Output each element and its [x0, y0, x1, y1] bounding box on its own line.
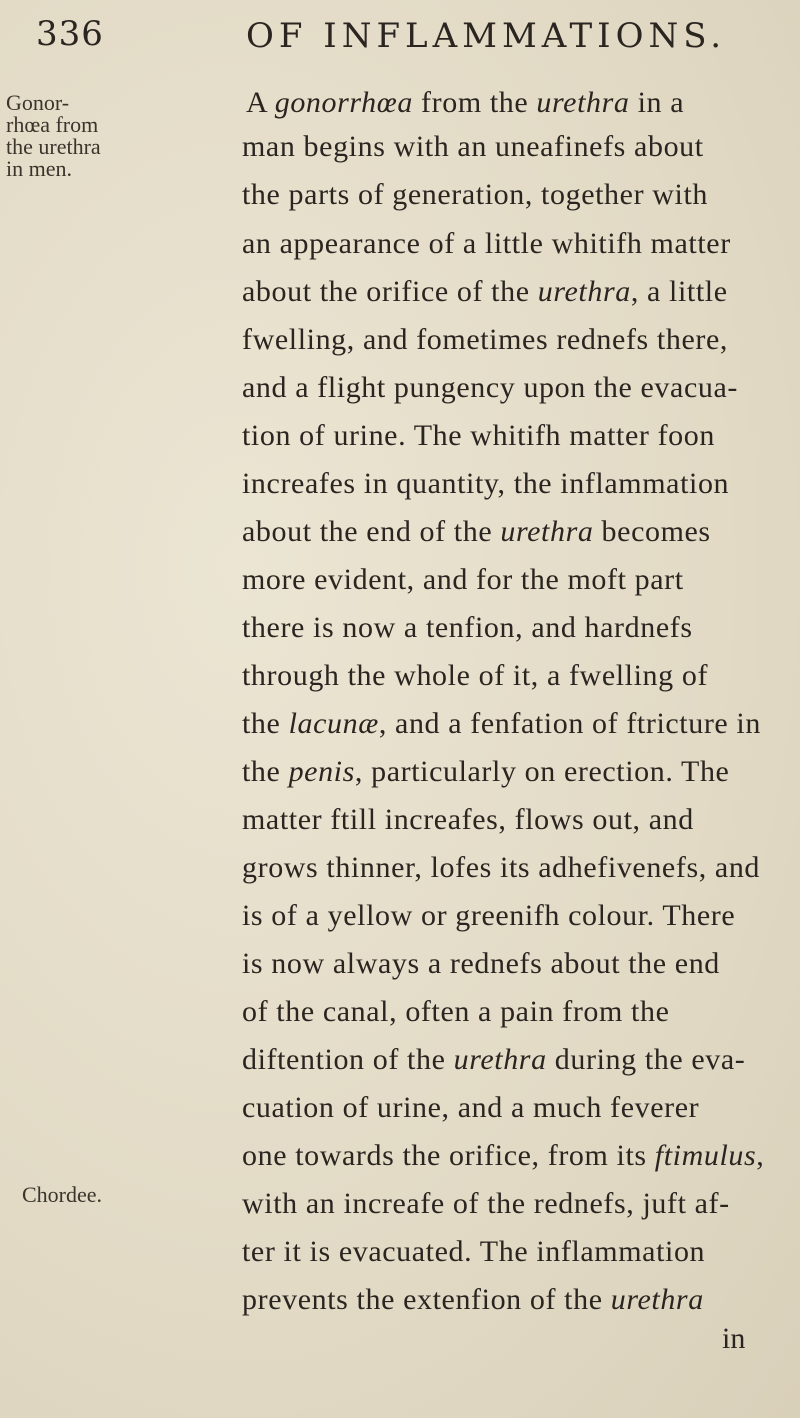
margin-note-chordee: Chordee.	[22, 1182, 103, 1207]
body-line: one towards the orifice, from its ftimulus,	[242, 1139, 765, 1172]
body-line: tion of urine. The whitifh matter foon	[242, 419, 715, 452]
catchword: in	[722, 1322, 746, 1355]
margin-note-gonorrhoea	[6, 92, 101, 180]
body-line: of the canal, often a pain from the	[242, 995, 670, 1028]
body-line: an appearance of a little whitifh matter	[242, 227, 731, 260]
body-line: the penis, particularly on erection. The	[242, 755, 730, 788]
margin-note-line: rhœa from	[6, 112, 99, 137]
running-head: OF INFLAMMATIONS.	[246, 16, 727, 56]
body-line: about the orifice of the urethra, a little	[242, 275, 728, 308]
body-line: through the whole of it, a fwelling of	[242, 659, 709, 692]
body-line: the parts of generation, together with	[242, 178, 708, 211]
margin-note-line: the urethra	[6, 134, 101, 159]
body-line: prevents the extenfion of the urethra	[242, 1283, 704, 1316]
margin-note-line: in men.	[6, 156, 72, 181]
body-line: man begins with an uneafinefs about	[242, 130, 704, 163]
body-line: with an increafe of the rednefs, juft af-	[242, 1187, 730, 1220]
body-line: and a flight pungency upon the evacua-	[242, 371, 738, 404]
body-line: there is now a tenfion, and hardnefs	[242, 611, 693, 644]
body-line: is of a yellow or greenifh colour. There	[242, 899, 736, 932]
body-line: diftention of the urethra during the eva-	[242, 1043, 746, 1076]
page-number: 336	[36, 14, 104, 54]
body-line: fwelling, and fometimes rednefs there,	[242, 323, 728, 356]
body-line: ter it is evacuated. The inflammation	[242, 1235, 706, 1268]
body-line: is now always a rednefs about the end	[242, 947, 720, 980]
body-line: A gonorrhœa from the urethra in a	[246, 86, 685, 119]
body-line: increafes in quantity, the inflammation	[242, 467, 730, 500]
body-line: grows thinner, lofes its adhefivenefs, and	[242, 851, 761, 884]
body-line: cuation of urine, and a much feverer	[242, 1091, 700, 1124]
body-line: more evident, and for the moft part	[242, 563, 684, 596]
body-line: about the end of the urethra becomes	[242, 515, 711, 548]
margin-note-line: Gonor-	[6, 90, 70, 115]
body-line: the lacunæ, and a fenfation of ftricture in	[242, 707, 761, 740]
body-line: matter ftill increafes, flows out, and	[242, 803, 694, 836]
